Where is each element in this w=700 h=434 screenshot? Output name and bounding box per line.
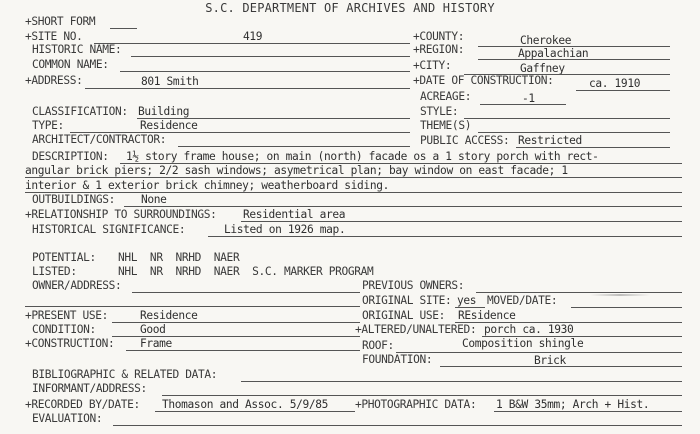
owner-address-label: OWNER/ADDRESS: [32,279,122,292]
foundation-line[interactable] [440,366,682,367]
evaluation-label: EVALUATION: [32,412,103,425]
recorded-line[interactable] [155,411,355,412]
historic-name-label: HISTORIC NAME: [32,43,122,56]
acreage-line[interactable] [480,104,566,105]
themes-label: THEME(S) [420,119,472,132]
address-value: 801 Smith [141,75,199,88]
common-name-label: COMMON NAME: [32,58,109,71]
relationship-line[interactable] [241,221,682,222]
significance-label: HISTORICAL SIGNIFICANCE: [32,223,186,236]
altered-value: porch ca. 1930 [484,323,574,336]
altered-label: +ALTERED/UNALTERED: [355,323,477,336]
significance-line[interactable] [208,236,682,237]
roof-value: Composition shingle [462,337,584,350]
description-line-3: interior & 1 exterior brick chimney; weatherboard siding. [25,179,389,192]
city-value: Gaffney [520,62,565,75]
roof-label: ROOF: [362,339,394,352]
architect-line[interactable] [178,146,410,147]
informant-label: INFORMANT/ADDRESS: [32,382,147,395]
outbuildings-value: None [141,193,167,206]
listed-options[interactable]: NHL NR NRHD NAER S.C. MARKER PROGRAM [118,265,374,278]
address-label: +ADDRESS: [25,74,83,87]
style-line[interactable] [464,118,670,119]
informant-line[interactable] [162,395,682,396]
classification-label: CLASSIFICATION: [32,105,128,118]
original-site-value: yes [457,294,477,307]
photographic-line[interactable] [494,411,682,412]
address-line[interactable] [85,88,410,89]
city-label: +CITY: [413,59,452,72]
evaluation-line[interactable] [113,425,682,426]
description-rule-2[interactable] [25,177,682,178]
photographic-value: 1 B&W 35mm; Arch + Hist. [496,398,650,411]
original-site-label: ORIGINAL SITE: [362,294,452,307]
classification-value: Building [138,105,190,118]
construction-label: +CONSTRUCTION: [25,337,115,350]
significance-value: Listed on 1926 map. [224,223,346,236]
bibliographic-label: BIBLIOGRAPHIC & RELATED DATA: [32,368,218,381]
short-form-label: +SHORT FORM [25,15,96,28]
moved-date-line[interactable] [571,307,682,308]
site-no-value: 419 [243,30,263,43]
acreage-value: -1 [522,92,535,105]
original-site-line[interactable] [455,307,485,308]
date-construction-value: ca. 1910 [589,77,641,90]
description-rule-3[interactable] [25,192,682,193]
region-line[interactable] [478,59,670,60]
outbuildings-label: OUTBUILDINGS: [32,193,116,206]
description-line-2: angular brick piers; 2/2 sash windows; asymetrical plan; bay window on east facade; 1 [25,164,568,177]
description-label: DESCRIPTION: [32,150,109,163]
type-value: Residence [140,119,198,132]
original-use-label: ORIGINAL USE: [362,309,446,322]
style-label: STYLE: [420,105,459,118]
common-name-line[interactable] [120,71,410,72]
public-access-value: Restricted [518,134,582,147]
original-use-value: REsidence [458,309,516,322]
potential-options[interactable]: NHL NR NRHD NAER [118,251,240,264]
region-value: Appalachian [518,47,589,60]
potential-label: POTENTIAL: [32,251,96,264]
type-label: TYPE: [32,119,64,132]
construction-value: Frame [140,337,172,350]
site-no-line[interactable] [94,43,410,44]
public-access-line[interactable] [516,147,670,148]
listed-label: LISTED: [32,265,77,278]
outbuildings-line[interactable] [124,206,682,207]
region-label: +REGION: [413,43,465,56]
previous-owners-label: PREVIOUS OWNERS: [362,279,465,292]
relationship-label: +RELATIONSHIP TO SURROUNDINGS: [25,208,217,221]
page-title: S.C. DEPARTMENT OF ARCHIVES AND HISTORY [205,1,495,15]
moved-date-label: MOVED/DATE: [487,294,558,307]
construction-line[interactable] [126,350,360,351]
foundation-value: Brick [534,354,566,367]
date-construction-line[interactable] [576,90,670,91]
description-line-1: 1½ story frame house; on main (north) facade os a 1 story porch with rect- [126,150,599,163]
photographic-label: +PHOTOGRAPHIC DATA: [355,398,477,411]
condition-label: CONDITION: [32,323,96,336]
short-form-line[interactable] [110,28,137,29]
acreage-label: ACREAGE: [420,90,472,103]
county-value: Cherokee [520,34,572,47]
recorded-label: +RECORDED BY/DATE: [25,398,140,411]
foundation-label: FOUNDATION: [362,353,433,366]
previous-owners-line[interactable] [476,292,682,293]
ink-smudge [590,294,650,296]
condition-value: Good [140,323,166,336]
roof-line[interactable] [396,352,682,353]
recorded-value: Thomason and Assoc. 5/9/85 [162,398,329,411]
relationship-value: Residential area [243,208,346,221]
owner-address-line[interactable] [132,292,360,293]
date-construction-label: +DATE OF CONSTRUCTION: [413,74,554,87]
historic-name-line[interactable] [131,56,410,57]
present-use-label: +PRESENT USE: [25,309,109,322]
present-use-value: Residence [140,309,198,322]
bibliographic-line[interactable] [241,381,682,382]
themes-line[interactable] [478,132,670,133]
site-no-label: +SITE NO. [25,30,83,43]
owner-address-line-2[interactable] [25,306,360,307]
public-access-label: PUBLIC ACCESS: [420,134,510,147]
county-label: +COUNTY: [413,30,465,43]
architect-label: ARCHITECT/CONTRACTOR: [32,133,167,146]
